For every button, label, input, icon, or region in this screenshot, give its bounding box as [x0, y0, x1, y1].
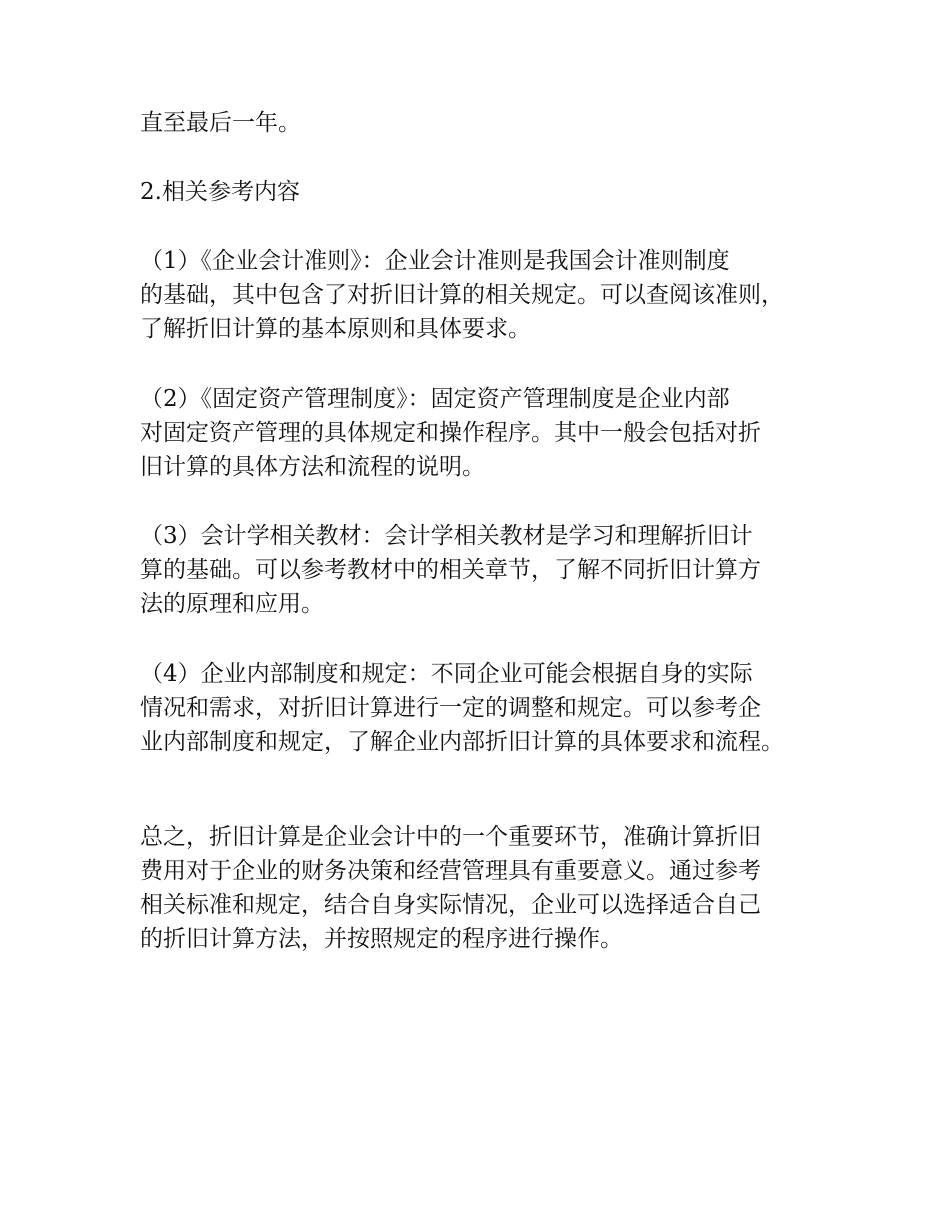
- text-line: 对固定资产管理的具体规定和操作程序。其中一般会包括对折: [140, 420, 761, 446]
- text-line: 法的原理和应用。: [140, 591, 324, 617]
- reference-item-3: [140, 519, 761, 621]
- text-line: 情况和需求，对折旧计算进行一定的调整和规定。可以参考企: [140, 695, 761, 721]
- text-line: 算的基础。可以参考教材中的相关章节，了解不同折旧计算方: [140, 557, 761, 583]
- text-line: （2）《固定资产管理制度》：固定资产管理制度是企业内部: [140, 386, 730, 412]
- text-line: 业内部制度和规定，了解企业内部折旧计算的具体要求和流程。: [140, 729, 784, 755]
- reference-item-4: [140, 657, 784, 759]
- reference-item-1: [140, 244, 784, 346]
- text-line: 旧计算的具体方法和流程的说明。: [140, 454, 485, 480]
- text-line: 2.相关参考内容: [140, 179, 300, 205]
- text-line: 了解折旧计算的基本原则和具体要求。: [140, 316, 531, 342]
- paragraph-continuation: [140, 106, 301, 140]
- section-heading: [140, 175, 300, 209]
- text-line: 总之，折旧计算是企业会计中的一个重要环节，准确计算折旧: [140, 824, 761, 850]
- text-line: 的基础，其中包含了对折旧计算的相关规定。可以查阅该准则，: [140, 282, 784, 308]
- text-line: （4）企业内部制度和规定：不同企业可能会根据自身的实际: [140, 661, 753, 687]
- reference-item-2: [140, 382, 761, 484]
- text-line: 的折旧计算方法，并按照规定的程序进行操作。: [140, 926, 623, 952]
- summary-paragraph: [140, 820, 761, 956]
- text-line: （3）会计学相关教材：会计学相关教材是学习和理解折旧计: [140, 523, 753, 549]
- text-line: 直至最后一年。: [140, 110, 301, 136]
- text-line: （1）《企业会计准则》：企业会计准则是我国会计准则制度: [140, 248, 730, 274]
- text-line: 相关标准和规定，结合自身实际情况，企业可以选择适合自己: [140, 892, 761, 918]
- text-line: 费用对于企业的财务决策和经营管理具有重要意义。通过参考: [140, 858, 761, 884]
